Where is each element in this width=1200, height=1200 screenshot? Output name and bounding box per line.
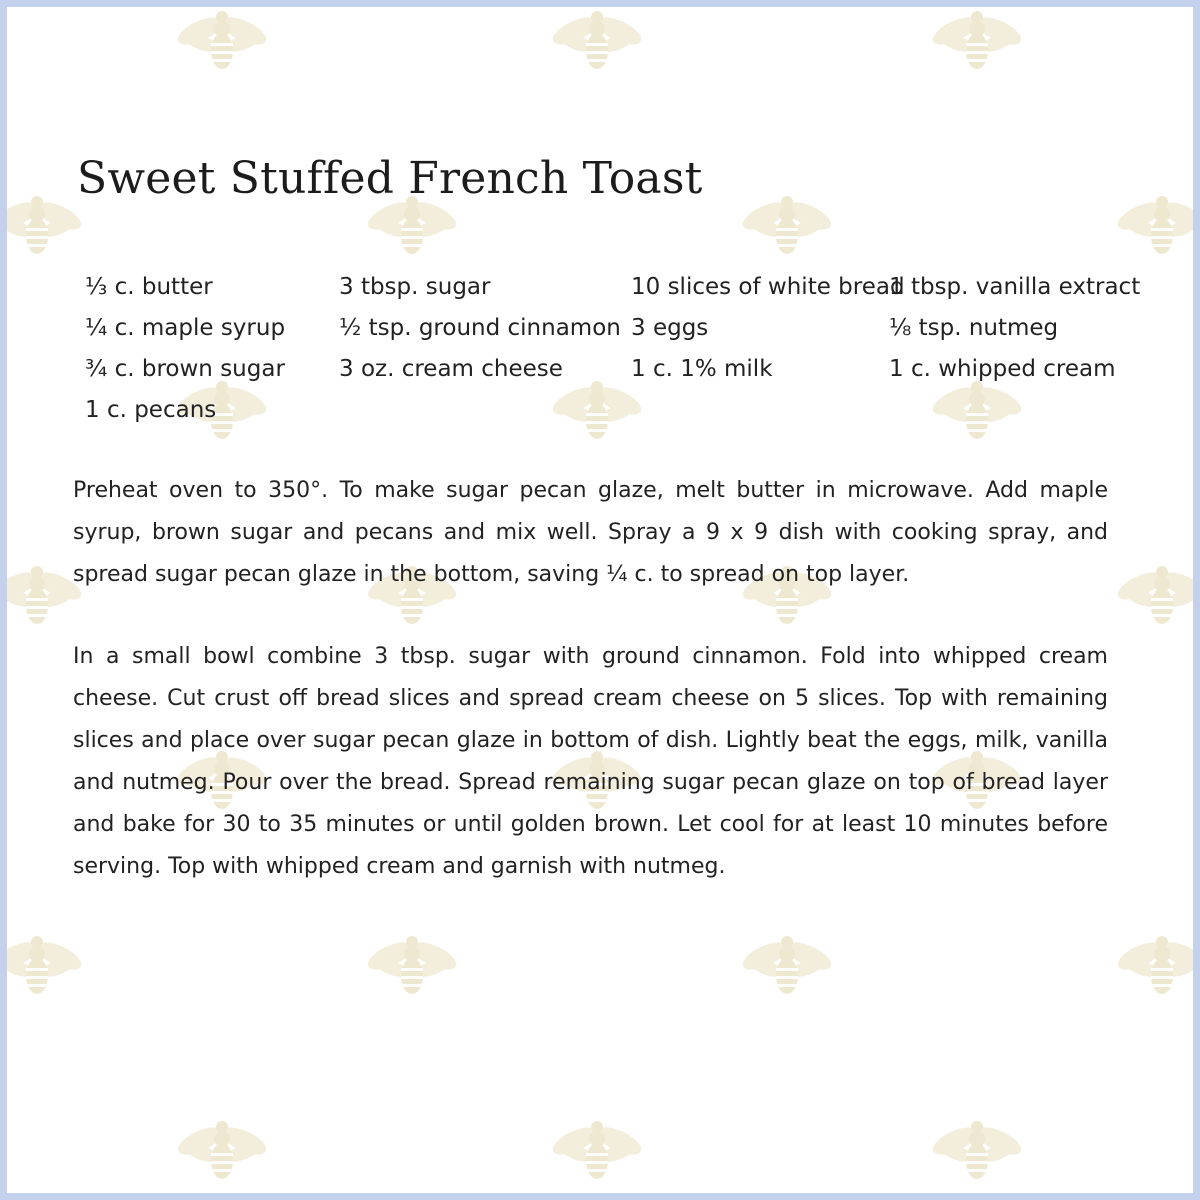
ingredient: ½ tsp. ground cinnamon xyxy=(339,315,621,341)
ingredient: ⅓ c. butter xyxy=(85,274,213,300)
instruction-paragraph: In a small bowl combine 3 tbsp. sugar with ground cinnamon. Fold into whipped cream cheese. Cut crust off bread slices and spread cream cheese on 5 slices. Top with remaining slices and place over sugar pecan glaze in bottom of dish. Lightly beat the eggs, milk, vanilla and nutmeg. Pour over the bread. Spread remaining sugar pecan glaze on top of bread layer and bake for 30 to 35 minutes or until golden brown. Let cool for at least 10 minutes before serving. Top with whipped cream and garnish with nutmeg. xyxy=(73,644,1108,879)
ingredient: 1 c. 1% milk xyxy=(631,356,773,382)
recipe-content xyxy=(7,7,1200,1200)
ingredient: ⅛ tsp. nutmeg xyxy=(889,315,1059,341)
ingredient: 3 oz. cream cheese xyxy=(339,356,563,382)
ingredient: 10 slices of white bread xyxy=(631,274,905,300)
recipe-title: Sweet Stuffed French Toast xyxy=(77,153,703,204)
ingredient: 1 c. whipped cream xyxy=(889,356,1116,382)
ingredient: 1 tbsp. vanilla extract xyxy=(889,274,1141,300)
instruction-paragraph: Preheat oven to 350°. To make sugar pecan glaze, melt butter in microwave. Add maple syrup, brown sugar and pecans and mix well. Spray a 9 x 9 dish with cooking spray, and spread sugar pecan glaze in the bottom, saving ¼ c. to spread on top layer. xyxy=(73,478,1108,587)
ingredient: ¾ c. brown sugar xyxy=(85,356,285,382)
ingredient: ¼ c. maple syrup xyxy=(85,315,286,341)
ingredient: 3 tbsp. sugar xyxy=(339,274,491,300)
ingredient: 1 c. pecans xyxy=(85,397,217,423)
ingredient: 3 eggs xyxy=(631,315,709,341)
